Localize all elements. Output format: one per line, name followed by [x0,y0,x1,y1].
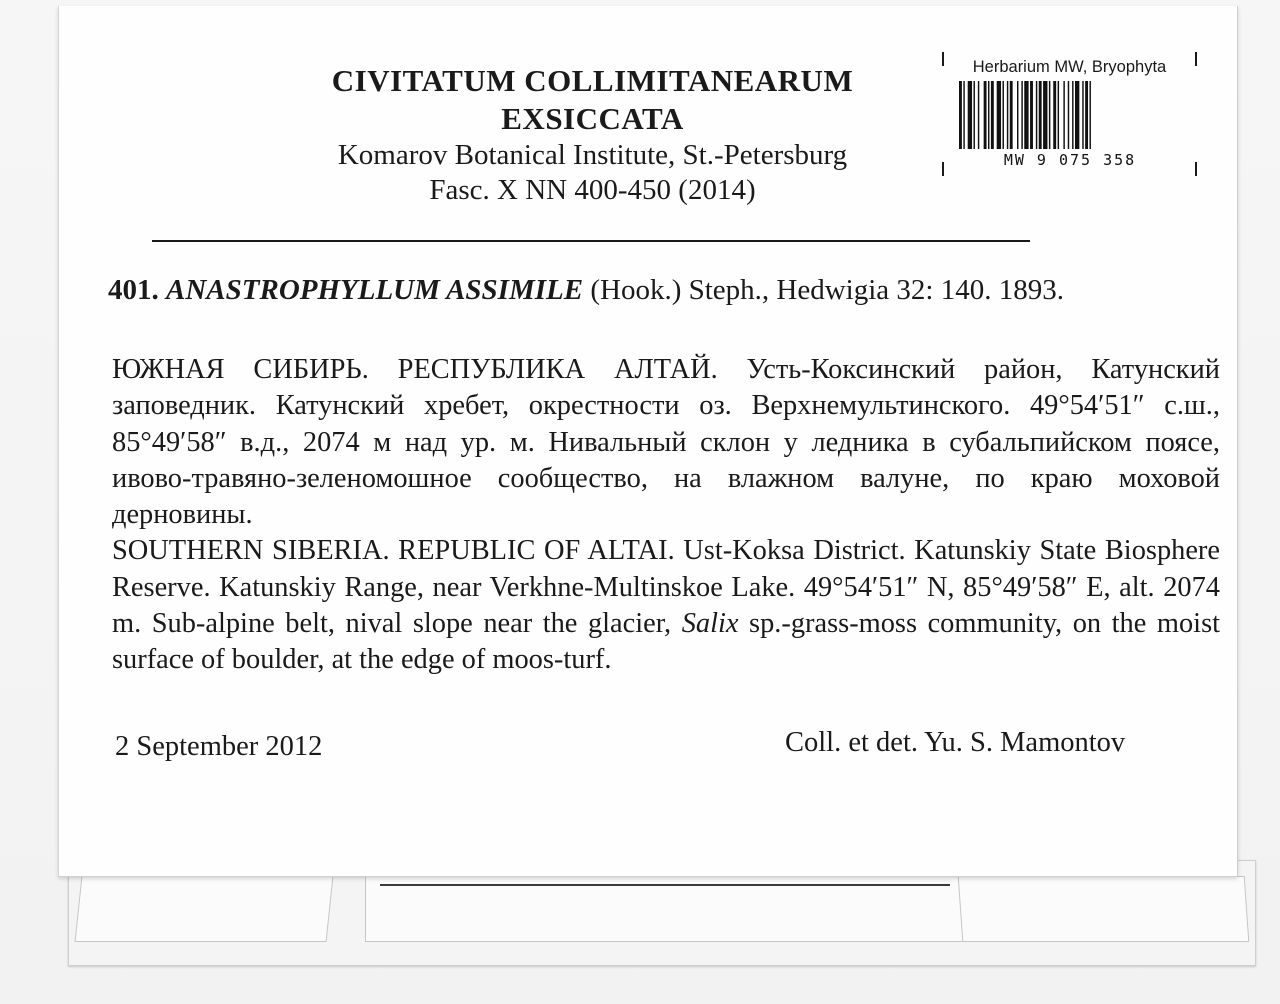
barcode-bar [1003,81,1004,149]
genus-name: Salix [681,608,739,640]
barcode-corner-mark [942,162,944,176]
species-authority: (Hook.) Steph., Hedwigia 32: 140. 1893. [590,274,1064,306]
barcode-label [942,52,1197,180]
barcode-corner-mark [1195,162,1197,176]
label-header [225,62,960,208]
barcode-bar [1036,81,1037,149]
locality-description [112,352,1220,679]
barcode-bar [1063,81,1064,149]
exsiccata-number: 401. [108,274,159,306]
barcode-bar [988,81,989,149]
header-rule [152,240,1030,242]
barcode-bar [974,81,975,149]
species-name: ANASTROPHYLLUM ASSIMILE [166,274,584,306]
barcode-bar [1075,81,1079,149]
barcode-bar [978,81,979,149]
barcode-bar [1030,81,1033,149]
locality-english-part1: SOUTHERN SIBERIA. REPUBLIC OF ALTAI. Ust-Koksa District. Katunskiy State Biosphere Reserve. Katunskiy Range, near Verkhne-Multinskoe Lake. 49°54′51″ N, 85°49′58″ E, alt. 2074 m. Sub-alpine belt, nival slope near the glacier, [112,535,1220,640]
barcode-bar [1021,81,1022,149]
species-heading [108,274,1064,307]
barcode-bar [959,81,962,149]
barcode-bar [1024,81,1028,149]
barcode-bar [1090,81,1091,149]
barcode-bar [1007,81,1008,149]
herbarium-name: Herbarium MW, Bryophyta [972,58,1167,76]
barcode-image [959,81,1181,177]
series-title-line2: EXSICCATA [501,100,684,136]
barcode-bar [1082,81,1083,149]
institute-name: Komarov Botanical Institute, St.-Petersburg [337,138,848,171]
barcode-bar [1049,81,1050,149]
barcode-bar [1043,81,1047,149]
locality-english [112,533,1220,678]
barcode-bar [1053,81,1056,149]
collection-date: 2 September 2012 [115,731,323,762]
barcode-bar [963,81,964,149]
barcode-bar [1039,81,1042,149]
barcode-bar [1017,81,1018,149]
barcode-bar [997,81,1001,149]
fascicle-info: Fasc. X NN 400-450 (2014) [429,174,756,206]
locality-english-part2: sp.-grass-moss community, on the moist surface of boulder, at the edge of moos-turf. [112,608,1221,676]
barcode-number: MW 9 075 358 [1003,151,1137,169]
packet-flap-left [75,876,334,942]
barcode-bar [991,81,994,149]
barcode-bar [1072,81,1073,149]
collector-name: Coll. et det. Yu. S. Mamontov [785,727,1126,758]
barcode-bar [1010,81,1013,149]
barcode-bar [1085,81,1088,149]
barcode-bar [1058,81,1059,149]
barcode-bar [984,81,987,149]
packet-flap-right [958,876,1250,942]
series-title-line1: CIVITATUM COLLIMITANEARUM [331,63,854,98]
barcode-bar [1068,81,1069,149]
locality-russian: ЮЖНАЯ СИБИРЬ. РЕСПУБЛИКА АЛТАЙ. Усть-Коксинский район, Катунский заповедник. Катунский хребет, окрестности оз. Верхнемультинского. 49°54′51″ с.ш., 85°49′58″ в.д., 2074 м над ур. м. Нивальный склон у ледника в субальпийском поясе, ивово-травяно-зеленомошное сообщество, на влажном валуне, по краю моховой дерновины. [112,354,1220,531]
barcode-bar [968,81,972,149]
packet-flap-rule [380,884,950,886]
